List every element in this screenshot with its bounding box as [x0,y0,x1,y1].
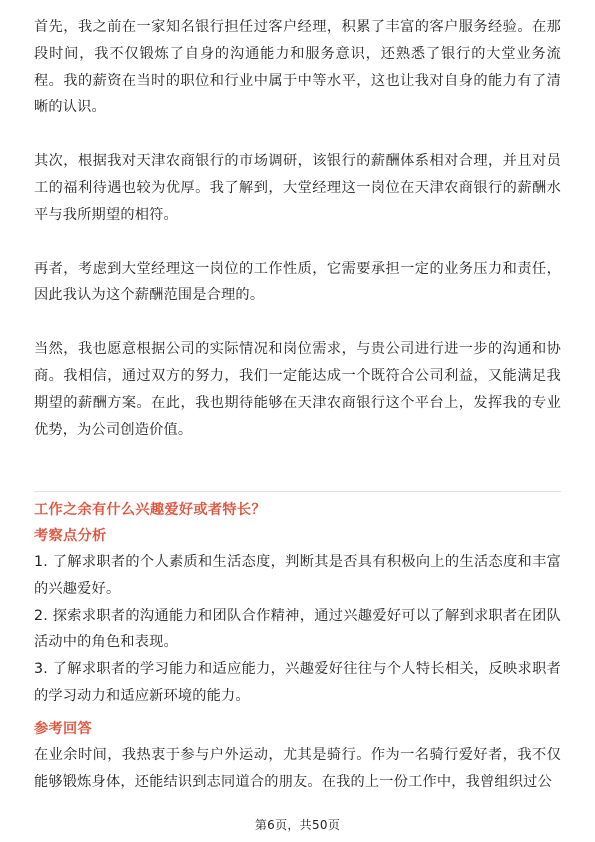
paragraph-job-nature: 再者，考虑到大堂经理这一岗位的工作性质，它需要承担一定的业务压力和责任，因此我认为这个薪酬范围是合理的。 [34,260,561,304]
paragraph-market-research: 其次，根据我对天津农商银行的市场调研，该银行的薪酬体系相对合理，并且对员工的福利待遇也较为优厚。我了解到，大堂经理这一岗位在天津农商银行的薪酬水平与我所期望的相符。 [34,153,561,223]
analysis-item: 3. 了解求职者的学习能力和适应能力，兴趣爱好往往与个人特长相关，反映求职者的学习动力和适应新环境的能力。 [34,661,561,704]
answer-heading: 参考回答 [34,720,92,737]
paragraph-spacer [34,309,561,336]
analysis-item: 2. 探索求职者的沟通能力和团队合作精神，通过兴趣爱好可以了解到求职者在团队活动中的角色和表现。 [34,607,561,651]
paragraph-spacer [34,121,561,148]
analysis-heading: 考察点分析 [34,528,107,544]
question-section [34,497,561,795]
answer-text: 在业余时间，我热衷于参与户外运动，尤其是骑行。作为一名骑行爱好者，我不仅能够锻炼身体，还能结识到志同道合的朋友。在我的上一份工作中，我曾组织过公 [34,746,561,790]
page-number: 第6页，共50页 [254,818,341,832]
analysis-item: 1. 了解求职者的个人素质和生活态度，判断其是否具有积极向上的生活态度和丰富的兴趣爱好。 [34,554,561,597]
section-divider [34,491,561,492]
answer-continuation [34,14,561,443]
paragraph-experience: 首先，我之前在一家知名银行担任过客户经理，积累了丰富的客户服务经验。在那段时间，我不仅锻炼了自身的沟通能力和服务意识，还熟悉了银行的大堂业务流程。我的薪资在当时的职位和行业中属于中等水平，这也让我对自身的能力有了清晰的认识。 [34,19,561,116]
paragraph-negotiation: 当然，我也愿意根据公司的实际情况和岗位需求，与贵公司进行进一步的沟通和协商。我相信，通过双方的努力，我们一定能达成一个既符合公司利益，又能满足我期望的薪酬方案。在此，我也期待能够在天津农商银行这个平台上，发挥我的专业优势，为公司创造价值。 [34,341,561,438]
question-title: 工作之余有什么兴趣爱好或者特长？ [34,502,266,518]
paragraph-spacer [34,229,561,256]
